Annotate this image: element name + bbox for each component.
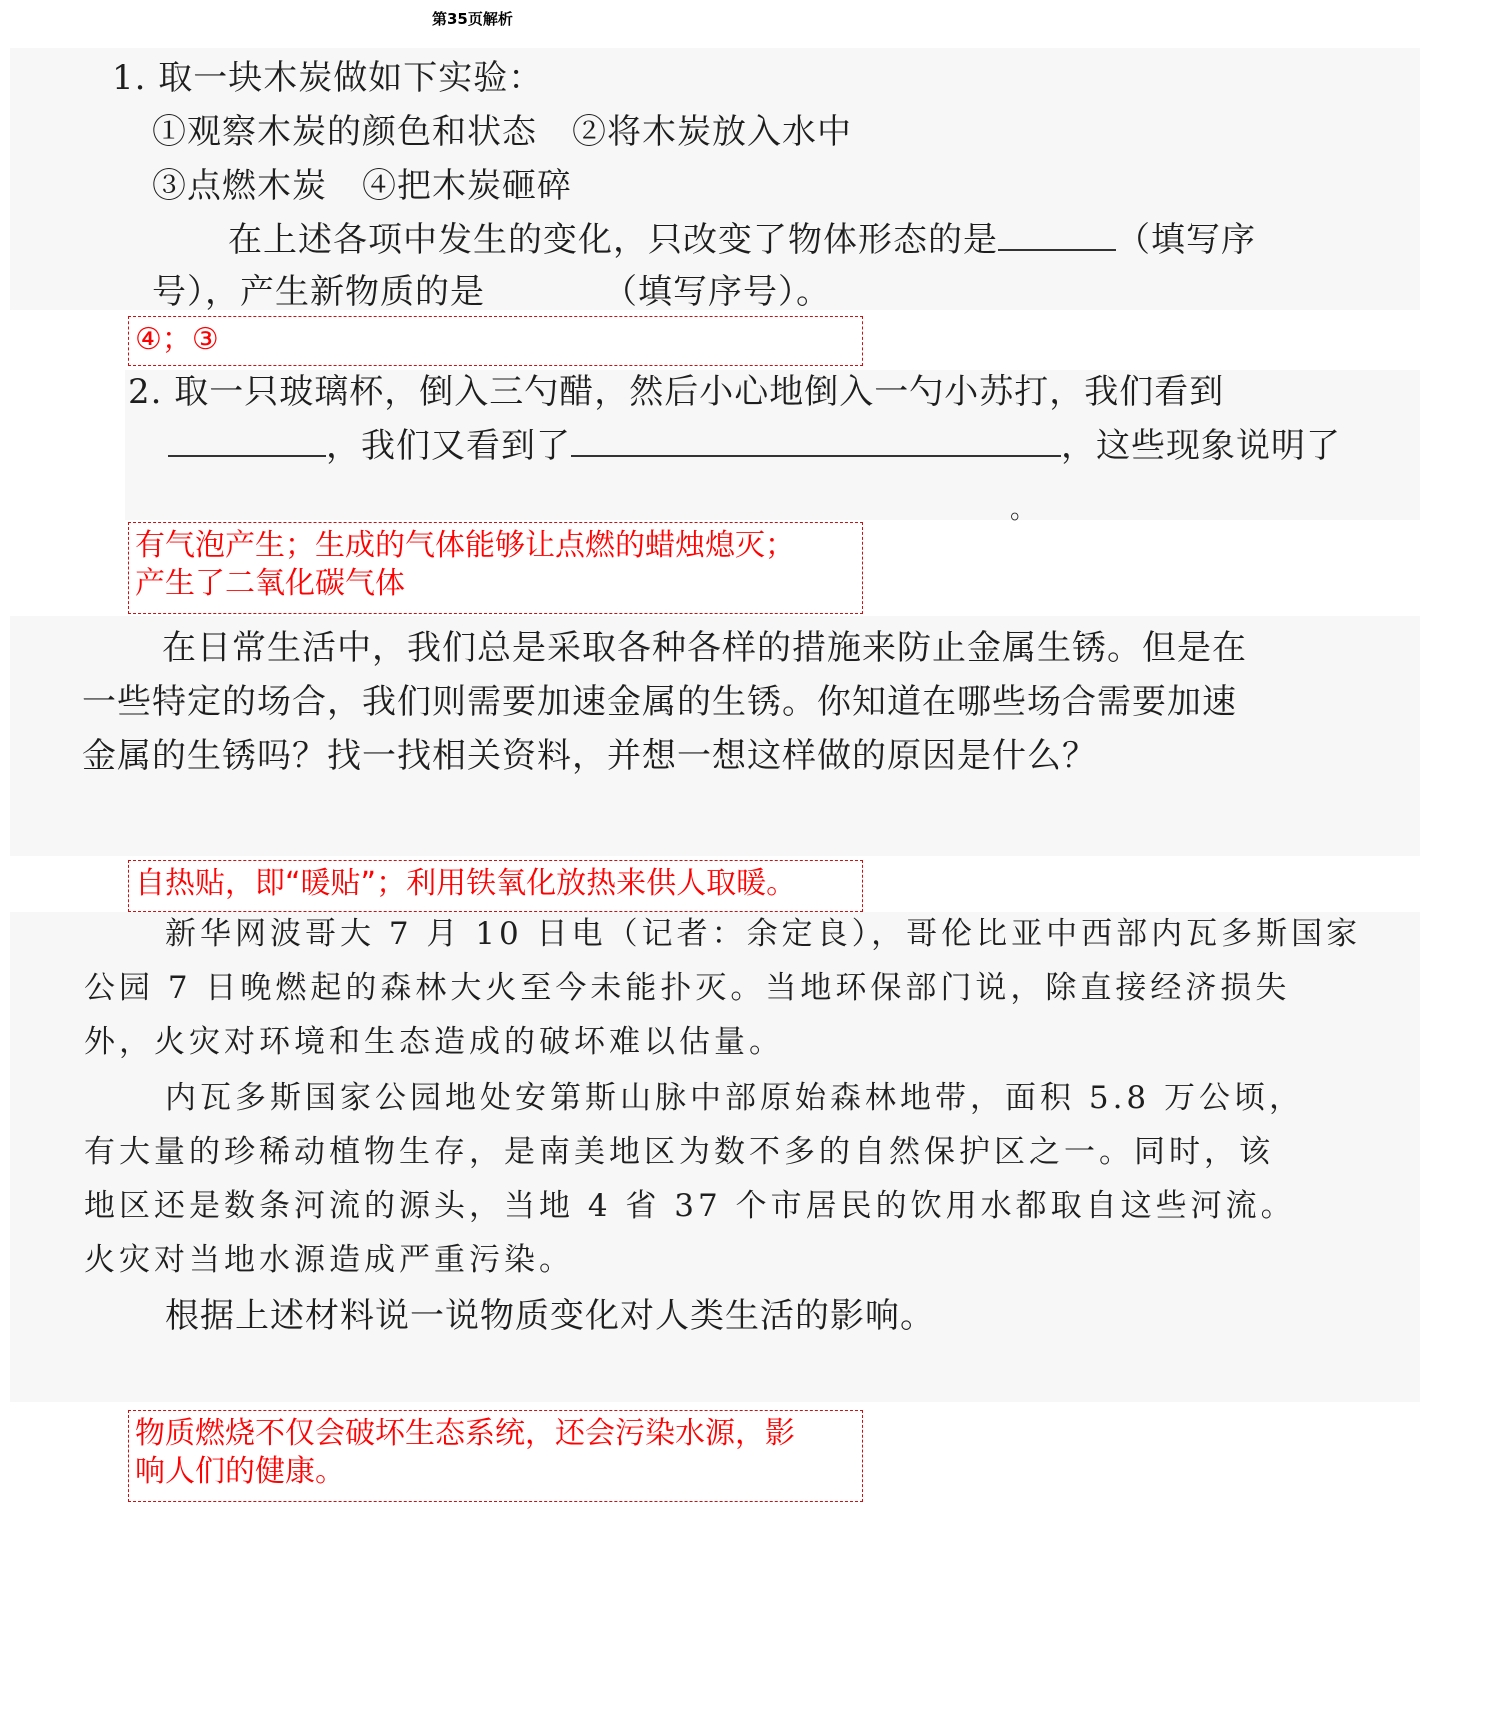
q4-line-3: 外，火灾对环境和生态造成的破坏难以估量。	[84, 1024, 784, 1060]
q1-line-5-text: 号），产生新物质的是	[152, 272, 485, 312]
q2-line-1: 2. 取一只玻璃杯，倒入三勺醋，然后小心地倒入一勺小苏打，我们看到	[128, 372, 1225, 412]
answer-box-q2	[128, 522, 863, 614]
answer-text-q4-line-1: 物质燃烧不仅会破坏生态系统，还会污染水源，影	[135, 1416, 795, 1451]
page-title: 第35页解析	[432, 10, 513, 28]
q3-line-1: 在日常生活中，我们总是采取各种各样的措施来防止金属生锈。但是在	[162, 628, 1247, 668]
q4-line-1: 新华网波哥大 7 月 10 日电（记者：余定良），哥伦比亚中西部内瓦多斯国家	[165, 916, 1362, 952]
q1-line-5-tail: （填写序号）。	[603, 272, 831, 312]
q2-line-2	[168, 426, 1341, 466]
q3-line-2: 一些特定的场合，我们则需要加速金属的生锈。你知道在哪些场合需要加速	[82, 682, 1237, 722]
q2-line-3: 。	[1010, 495, 1038, 525]
answer-text-q2-line-1: 有气泡产生；生成的气体能够让点燃的蜡烛熄灭；	[135, 528, 795, 563]
q1-line-1: 1. 取一块木炭做如下实验：	[112, 58, 544, 98]
q3-line-3: 金属的生锈吗？找一找相关资料，并想一想这样做的原因是什么？	[82, 736, 1097, 776]
q1-line-3: ③点燃木炭 ④把木炭砸碎	[152, 166, 572, 206]
q1-line-4	[228, 220, 1256, 260]
q4-line-2: 公园 7 日晚燃起的森林大火至今未能扑灭。当地环保部门说，除直接经济损失	[84, 970, 1291, 1006]
q1-blank-1	[998, 221, 1116, 251]
q4-line-6: 地区还是数条河流的源头，当地 4 省 37 个市居民的饮用水都取自这些河流。	[84, 1188, 1296, 1224]
q2-line-2-mid: ，我们又看到了	[326, 426, 571, 466]
answer-box-q3	[128, 860, 863, 912]
q4-line-8: 根据上述材料说一说物质变化对人类生活的影响。	[165, 1296, 935, 1336]
answer-text-q4-line-2: 响人们的健康。	[135, 1454, 345, 1489]
q2-line-2-tail: ，这些现象说明了	[1061, 426, 1341, 466]
q4-line-5: 有大量的珍稀动植物生存，是南美地区为数不多的自然保护区之一。同时，该	[84, 1134, 1274, 1170]
answer-text-q2-line-2: 产生了二氧化碳气体	[135, 566, 405, 601]
q2-blank-1	[168, 427, 326, 457]
q4-line-4: 内瓦多斯国家公园地处安第斯山脉中部原始森林地带，面积 5.8 万公顷，	[165, 1080, 1305, 1116]
q1-line-5	[152, 272, 831, 312]
answer-text-q3: 自热贴，即“暖贴”；利用铁氧化放热来供人取暖。	[135, 866, 797, 901]
q2-blank-2	[571, 427, 1061, 457]
q4-line-7: 火灾对当地水源造成严重污染。	[84, 1242, 574, 1278]
answer-text-q1: ④；③	[135, 322, 219, 357]
q1-line-2: ①观察木炭的颜色和状态 ②将木炭放入水中	[152, 112, 852, 152]
q1-line-4-text: 在上述各项中发生的变化，只改变了物体形态的是	[228, 220, 998, 260]
q1-line-4-tail: （填写序	[1116, 220, 1256, 260]
answer-box-q4	[128, 1410, 863, 1502]
answer-box-q1	[128, 316, 863, 366]
